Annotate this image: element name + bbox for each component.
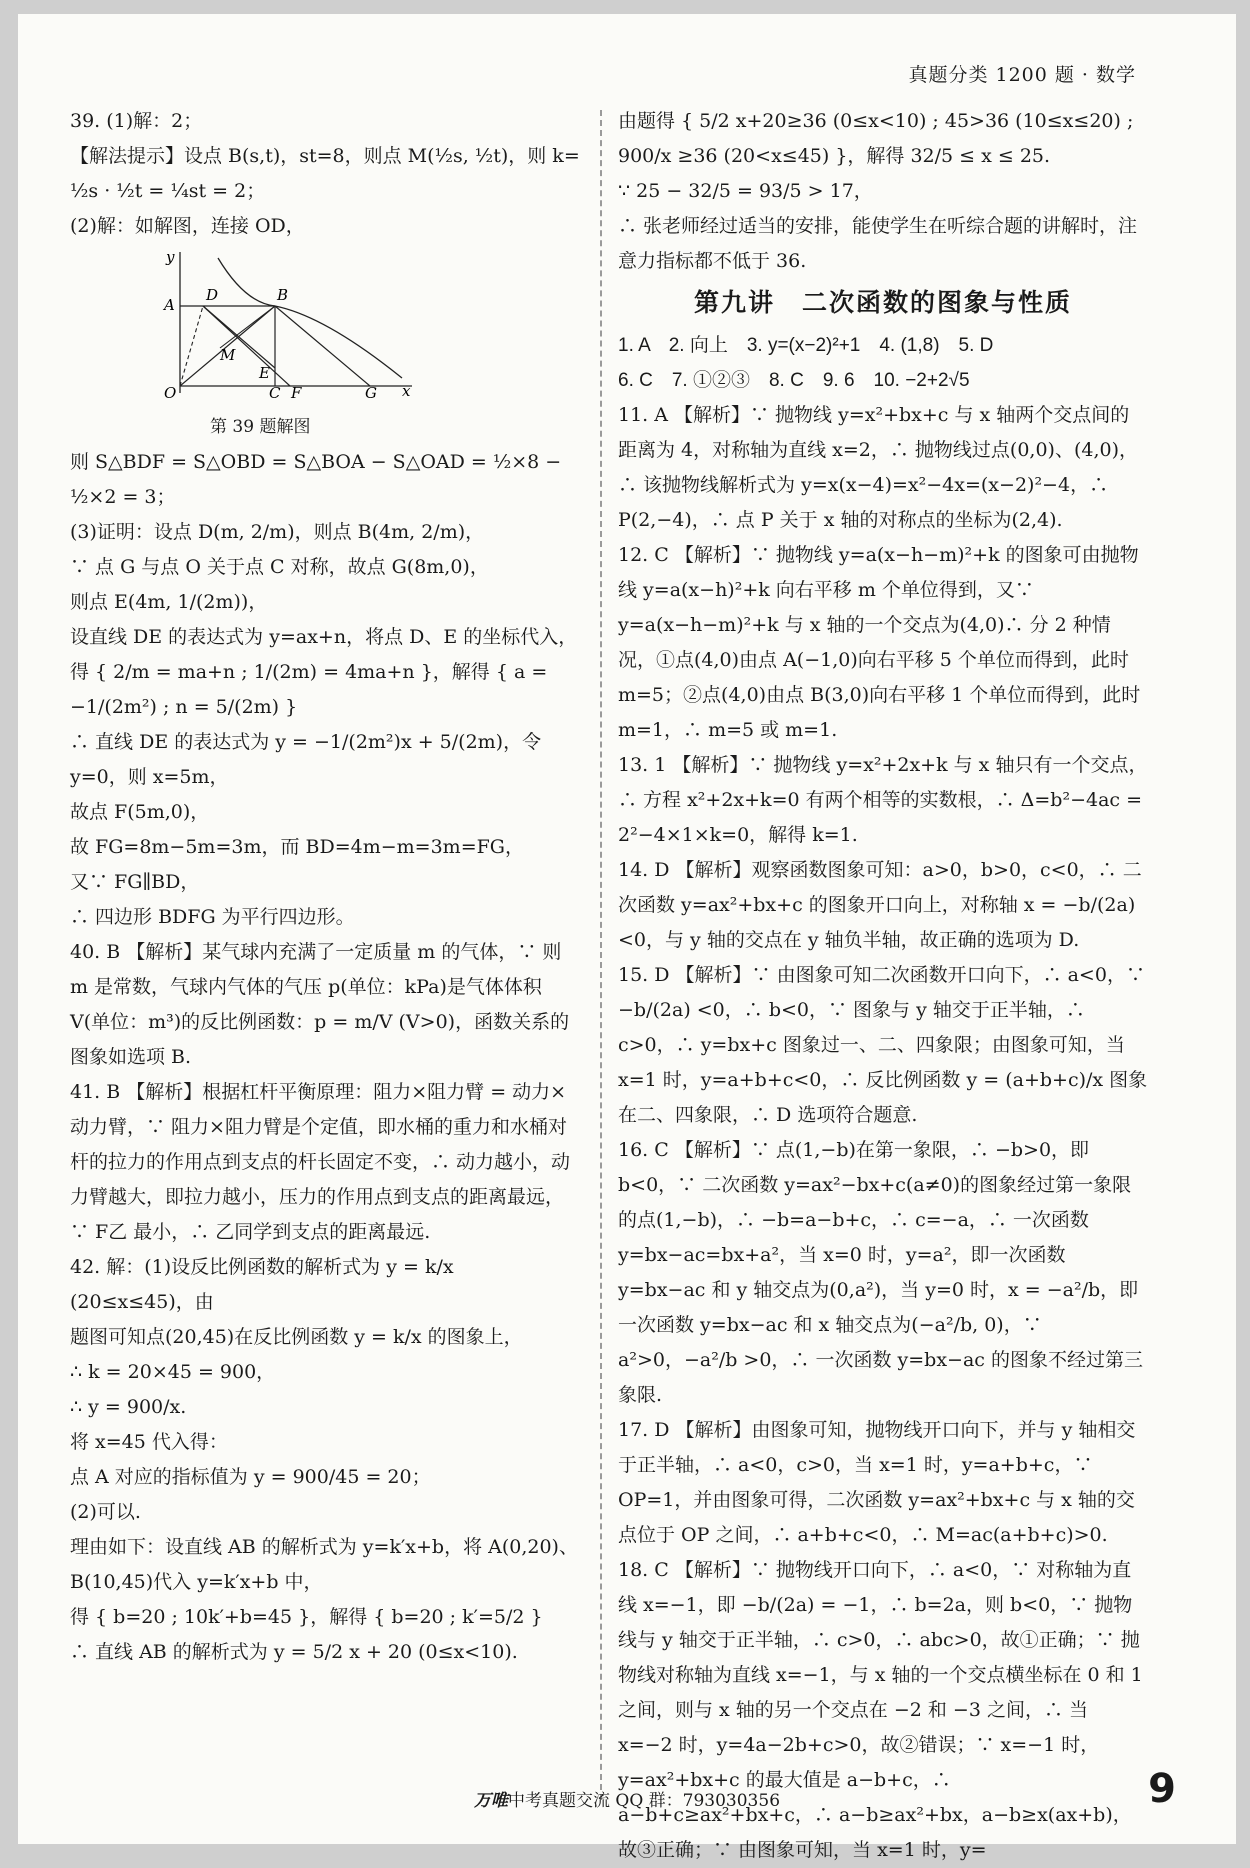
q42-cont-2: ∵ 25 − 32/5 = 93/5 > 17，: [618, 180, 873, 202]
q39-line-2: 【解法提示】设点 B(s,t)，st=8，则点 M(½s, ½t)，则 k=: [70, 145, 580, 167]
segment-DF: [203, 306, 290, 386]
q17-answer: 17. D 【解析】由图象可知，抛物线开口向下，并与 y 轴相交于正半轴，∴ a<0，c>0，当 x=1 时，y=a+b+c，∵ OP=1，并由图象可得，二次函数 y=ax²+bx+c 与 x 轴的交点位于 OP 之间，∴ a+b+c<0，∴ M=ac(a+b+c)>0.: [618, 1419, 1136, 1546]
q39-line-12: 故点 F(5m,0)，: [70, 801, 210, 823]
q11-answer: 11. A 【解析】∵ 抛物线 y=x²+bx+c 与 x 轴两个交点间的距离为 4，对称轴为直线 x=2，∴ 抛物线过点(0,0)、(4,0)，∴ 该抛物线解析式为 y=x(x−4)=x²−4x=(x−2)²−4，∴ P(2,−4)，∴ 点 P 关于 x 轴的对称点的坐标为(2,4).: [618, 404, 1139, 531]
label-C: C: [269, 384, 281, 398]
q42-line-7: (2)可以.: [70, 1501, 141, 1523]
label-E: E: [259, 364, 270, 382]
q42-line-4: ∴ y = 900/x.: [70, 1396, 187, 1418]
q41-answer: 41. B 【解析】根据杠杆平衡原理：阻力×阻力臂 = 动力×动力臂，∵ 阻力×阻力臂是个定值，即水桶的重力和水桶对杆的拉力的作用点到支点的杆长固定不变，∴ 动力越小，动力臂越大，即拉力越小，压力的作用点到支点的距离最远，∵ F乙 最小，∴ 乙同学到支点的距离最远.: [70, 1081, 571, 1243]
q39-line-5: 则 S△BDF = S△OBD = S△BOA − S△OAD = ½×8 − ½×2 = 3；: [70, 451, 562, 508]
column-divider: [600, 110, 602, 1800]
q42-line-5: 将 x=45 代入得：: [70, 1431, 228, 1453]
q42-line-6: 点 A 对应的指标值为 y = 900/45 = 20；: [70, 1466, 431, 1488]
q39-figure-caption: 第 39 题解图: [210, 417, 311, 437]
right-column: [618, 104, 1148, 1868]
answer-page: [18, 14, 1236, 1861]
q39-line-3: ½s · ½t = ¼st = 2；: [70, 180, 266, 202]
q39-line-15: ∴ 四边形 BDFG 为平行四边形。: [70, 906, 355, 928]
label-x: x: [402, 382, 411, 398]
q42-line-1: 42. 解：(1)设反比例函数的解析式为 y = k/x (20≤x≤45)，由: [70, 1256, 454, 1313]
q39-line-7: ∵ 点 G 与点 O 关于点 C 对称，故点 G(8m,0)，: [70, 556, 489, 578]
section-title: 第九讲 二次函数的图象与性质: [693, 288, 1072, 317]
q42-line-8: 理由如下：设直线 AB 的解析式为 y=k′x+b，将 A(0,20)、: [70, 1536, 578, 1558]
q15-answer: 15. D 【解析】∵ 由图象可知二次函数开口向下，∴ a<0，∵ −b/(2a) <0，∴ b<0，∵ 图象与 y 轴交于正半轴，∴ c>0，∴ y=bx+c 图象过一、二、四象限；由图象可知，当 x=1 时，y=a+b+c<0，∴ 反比例函数 y = (a+b+c)/x 图象在二、四象限，∴ D 选项符合题意.: [618, 964, 1148, 1126]
left-column: [70, 104, 582, 1670]
segment-OD: [180, 306, 203, 386]
q16-answer: 16. C 【解析】∵ 点(1,−b)在第一象限，∴ −b>0，即 b<0，∵ 二次函数 y=ax²−bx+c(a≠0)的图象经过第一象限的点(1,−b)，∴ −b=a−b+c，∴ c=−a，∴ 一次函数 y=bx−ac=bx+a²，当 x=0 时，y=a²，即一次函数 y=bx−ac 和 y 轴交点为(0,a²)，当 y=0 时，x = −a²/b，即一次函数 y=bx−ac 和 x 轴交点为(−a²/b, 0)，∵ a²>0，−a²/b >0，∴ 一次函数 y=bx−ac 的图象不经过第三象限.: [618, 1139, 1143, 1406]
q12-answer: 12. C 【解析】∵ 抛物线 y=a(x−h−m)²+k 的图象可由抛物线 y=a(x−h)²+k 向右平移 m 个单位得到，又∵ y=a(x−h−m)²+k 与 x 轴的一个交点为(4,0)∴ 分 2 种情况，①点(4,0)由点 A(−1,0)向右平移 5 个单位而得到，此时 m=5；②点(4,0)由点 B(3,0)向右平移 1 个单位而得到，此时 m=1，∴ m=5 或 m=1.: [618, 544, 1141, 741]
q42-line-3: ∴ k = 20×45 = 900，: [70, 1361, 276, 1383]
q42-cont-3: ∴ 张老师经过适当的安排，能使学生在听综合题的讲解时，注意力指标都不低于 36.: [618, 215, 1138, 272]
footer-brand: 万唯: [473, 1791, 508, 1811]
hyperbola-curve: [218, 258, 402, 378]
q42-line-11: ∴ 直线 AB 的解析式为 y = 5/2 x + 20 (0≤x<10).: [70, 1641, 518, 1663]
q39-line-13: 故 FG=8m−5m=3m，而 BD=4m−m=3m=FG，: [70, 836, 524, 858]
label-D: D: [206, 286, 219, 304]
quick-answers-2: 6. C 7. ①②③ 8. C 9. 6 10. −2+2√5: [618, 370, 970, 391]
segment-BG: [275, 306, 370, 386]
footer-text: 中考真题交流 QQ 群：793030356: [507, 1791, 781, 1811]
q42-line-2: 题图可知点(20,45)在反比例函数 y = k/x 的图象上，: [70, 1326, 523, 1348]
page-number: 9: [1148, 1766, 1176, 1812]
label-M: M: [220, 346, 236, 364]
q39-line-9: 设直线 DE 的表达式为 y=ax+n，将点 D、E 的坐标代入，: [70, 626, 578, 648]
page-header: 真题分类 1200 题 · 数学: [908, 64, 1136, 86]
q14-answer: 14. D 【解析】观察函数图象可知：a>0，b>0，c<0，∴ 二次函数 y=ax²+bx+c 的图象开口向上，对称轴 x = −b/(2a) <0，与 y 轴的交点在 y 轴负半轴，故正确的选项为 D.: [618, 859, 1142, 951]
q39-figure: [150, 248, 582, 445]
q39-line-14: 又∵ FG∥BD，: [70, 871, 200, 893]
q39-line-6: (3)证明：设点 D(m, 2/m)，则点 B(4m, 2/m)，: [70, 521, 485, 543]
page-footer: [18, 1786, 1236, 1811]
q39-line-10: 得 { 2/m = ma+n ; 1/(2m) = 4ma+n }，解得 { a = −1/(2m²) ; n = 5/(2m) }: [70, 661, 548, 718]
q40-answer: 40. B 【解析】某气球内充满了一定质量 m 的气体，∵ 则 m 是常数，气球内气体的气压 p(单位：kPa)是气体体积 V(单位：m³)的反比例函数：p = m/V (V>0)，函数关系的图象如选项 B.: [70, 941, 570, 1068]
q13-answer: 13. 1 【解析】∵ 抛物线 y=x²+2x+k 与 x 轴只有一个交点，∴ 方程 x²+2x+k=0 有两个相等的实数根，∴ Δ=b²−4ac = 2²−4×1×k=0，解得 k=1.: [618, 754, 1148, 846]
label-A: A: [164, 296, 175, 314]
label-F: F: [291, 384, 302, 398]
q18-answer: 18. C 【解析】∵ 抛物线开口向下，∴ a<0，∵ 对称轴为直线 x=−1，即 −b/(2a) = −1，∴ b=2a，则 b<0，∵ 抛物线与 y 轴交于正半轴，∴ c>0，∴ abc>0，故①正确；∵ 抛物线对称轴为直线 x=−1，与 x 轴的一个交点横坐标在 0 和 1 之间，则与 x 轴的另一个交点在 −2 和 −3 之间，∴ 当 x=−2 时，y=4a−2b+c>0，故②错误；∵ x=−1 时，y=ax²+bx+c 的最大值是 a−b+c，∴ a−b+c≥ax²+bx+c，∴ a−b≥ax²+bx，a−b≥x(ax+b)，故③正确；∵ 由图象可知，当 x=1 时，y=: [618, 1559, 1143, 1861]
label-B: B: [277, 286, 289, 304]
q39-line-4: (2)解：如解图，连接 OD，: [70, 215, 305, 237]
q39-line-1: 39. (1)解：2；: [70, 110, 203, 132]
q42-line-10: 得 { b=20 ; 10k′+b=45 }，解得 { b=20 ; k′=5/2 }: [70, 1606, 543, 1628]
label-G: G: [365, 384, 377, 398]
q39-line-8: 则点 E(4m, 1/(2m))，: [70, 591, 268, 613]
q39-line-11: ∴ 直线 DE 的表达式为 y = −1/(2m²)x + 5/(2m)，令 y=0，则 x=5m，: [70, 731, 542, 788]
q42-cont-1: 由题得 { 5/2 x+20≥36 (0≤x<10) ; 45>36 (10≤x≤20) ; 900/x ≥36 (20<x≤45) }，解得 32/5 ≤ x ≤ 25.: [618, 110, 1134, 167]
quick-answers-1: 1. A 2. 向上 3. y=(x−2)²+1 4. (1,8) 5. D: [618, 335, 994, 356]
q42-line-9: B(10,45)代入 y=k′x+b 中，: [70, 1571, 323, 1593]
label-y: y: [166, 248, 175, 266]
q39-figure-svg: [150, 248, 420, 398]
label-O: O: [164, 384, 177, 398]
